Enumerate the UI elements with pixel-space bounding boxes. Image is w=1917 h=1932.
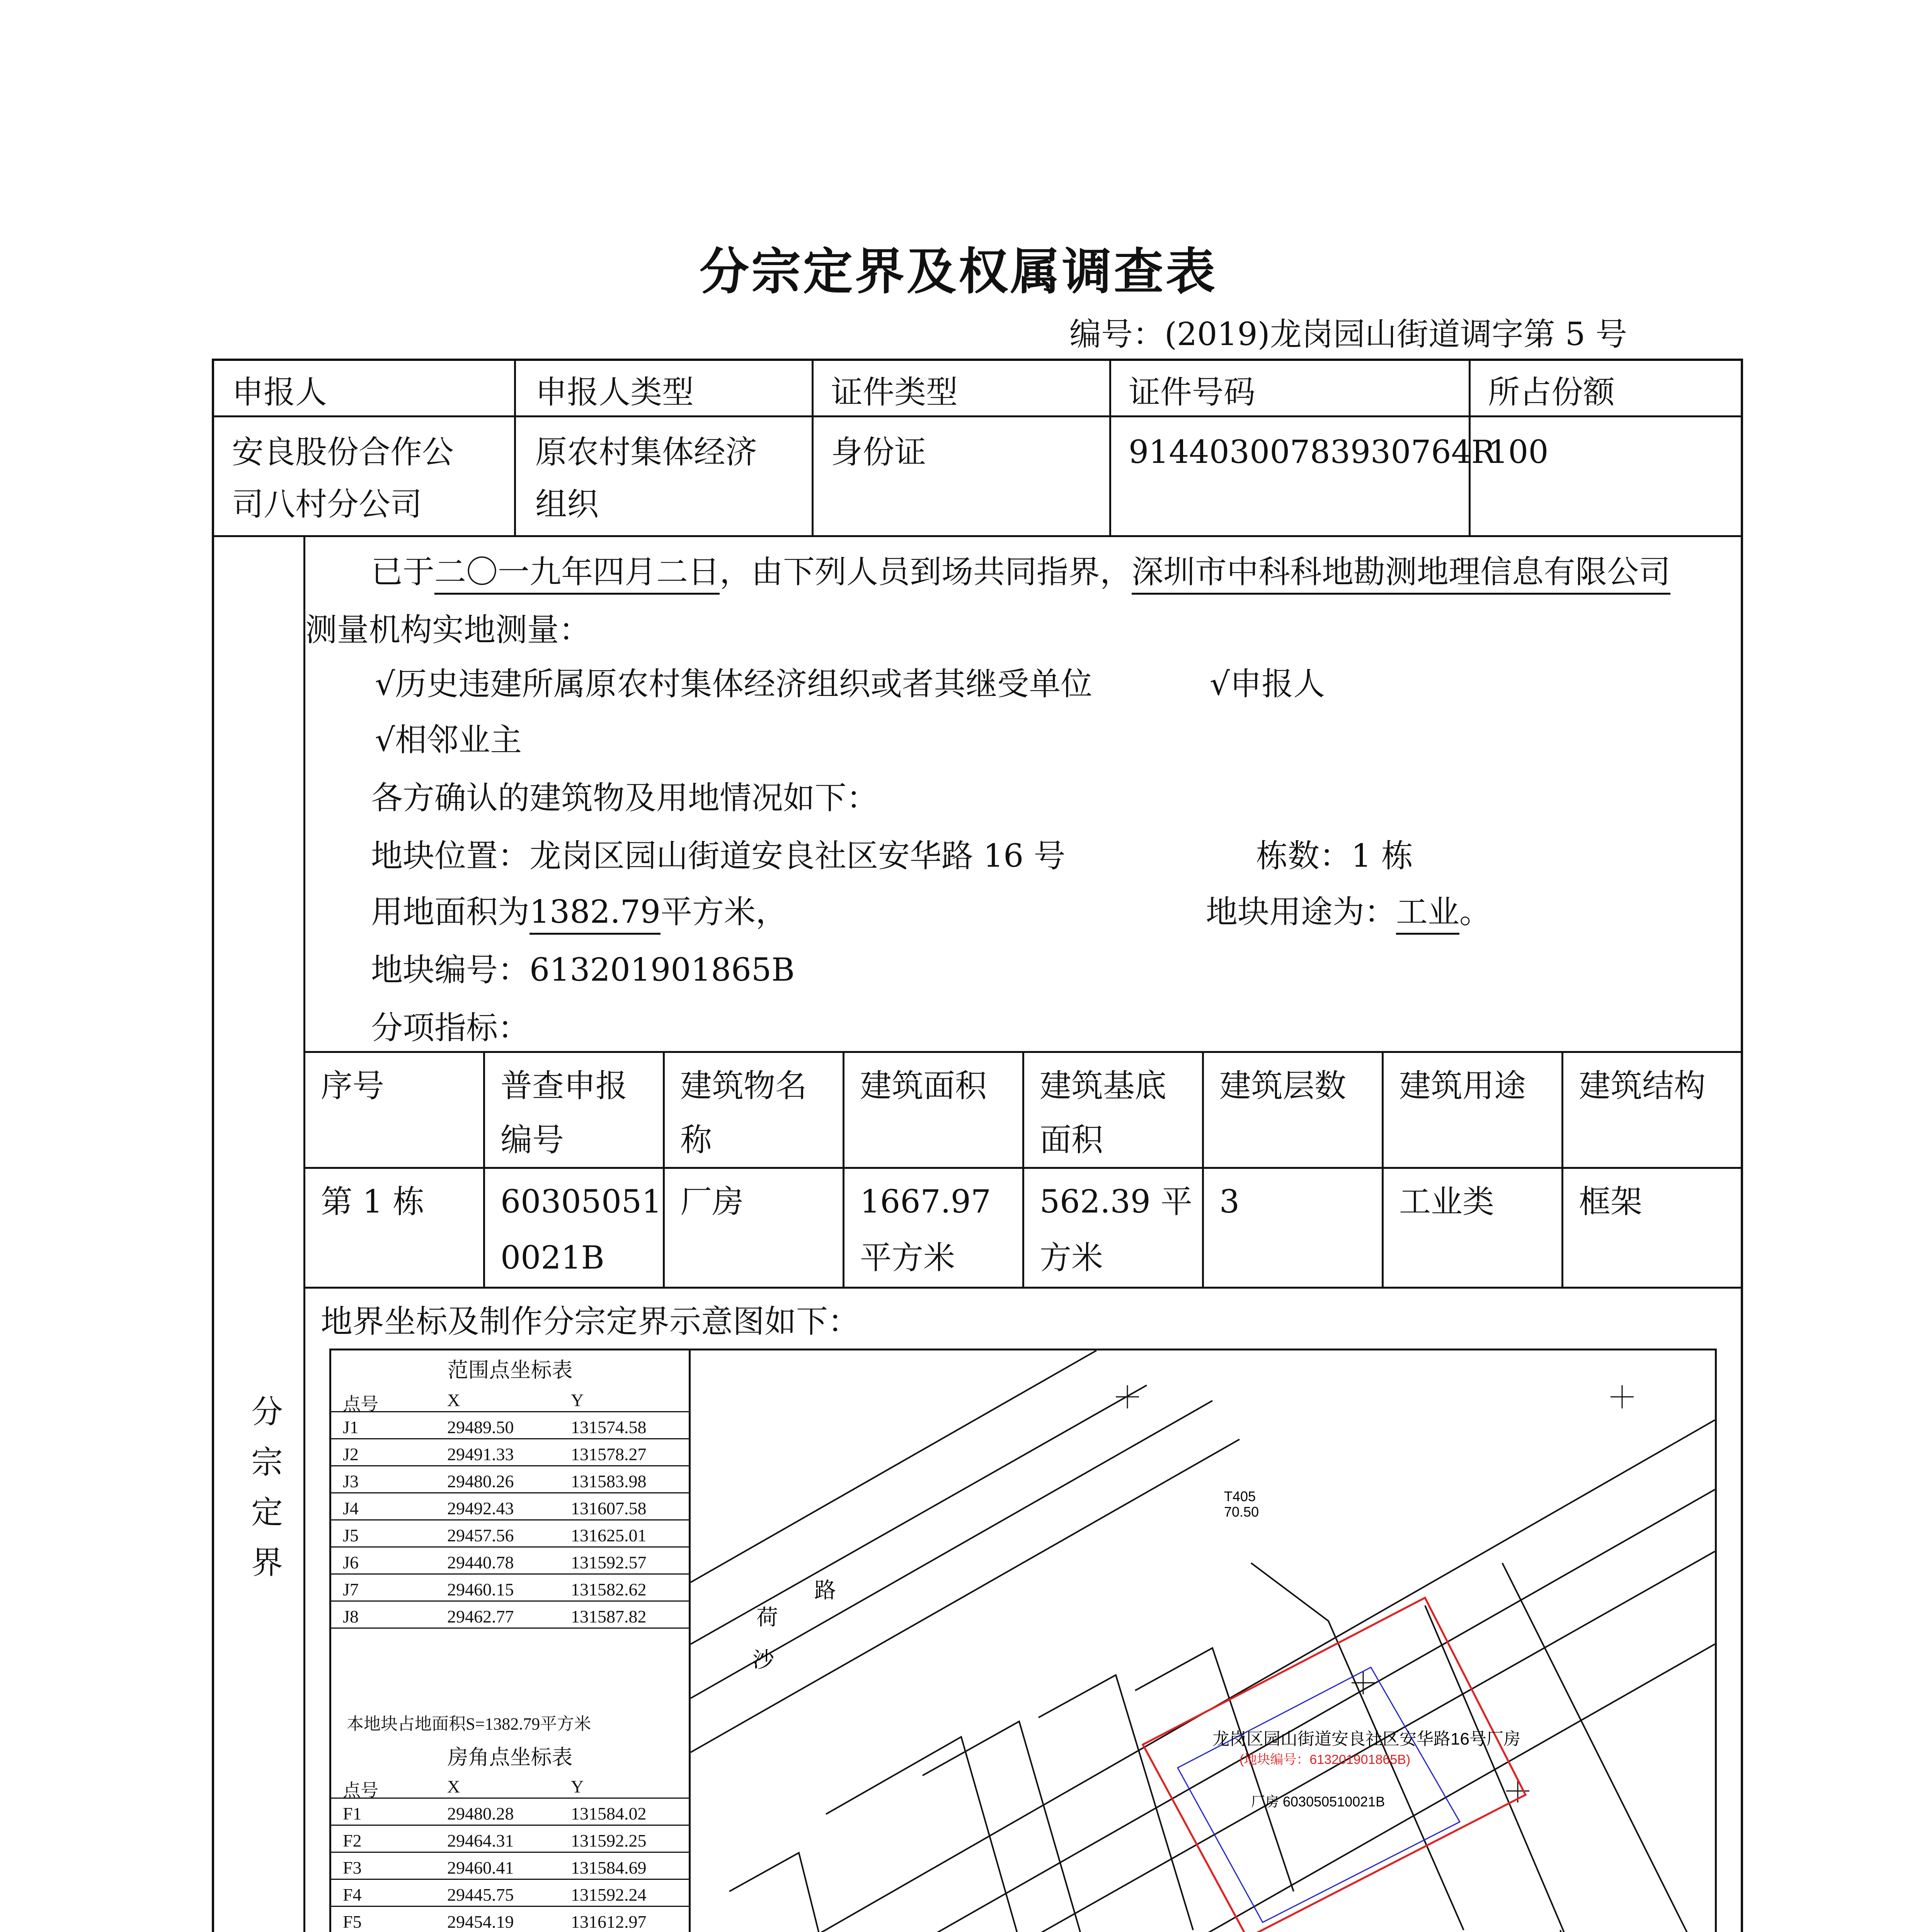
col-struct: 建筑结构: [1579, 1068, 1706, 1104]
cell-use: 工业类: [1399, 1184, 1495, 1220]
col-bldg-name-1: 建筑物名: [680, 1068, 807, 1104]
parcel-no-label: (地块编号：613201901865B): [1239, 1752, 1411, 1767]
boundary-map: [329, 1349, 1717, 1932]
share-value: 100: [1488, 434, 1549, 471]
confirm-line: 各方确认的建筑物及用地情况如下：: [371, 780, 878, 816]
corner-cell: 29460.41: [447, 1858, 514, 1878]
range-cell: 29492.43: [447, 1498, 514, 1518]
header-cert-type: 证件类型: [831, 374, 958, 411]
col-base-area-1: 建筑基底: [1040, 1068, 1167, 1104]
range-cell: 131574.58: [571, 1417, 647, 1437]
cert-type-value: 身份证: [831, 434, 926, 471]
range-cell: 131587.82: [571, 1607, 647, 1626]
col-base-area-2: 面积: [1040, 1122, 1103, 1158]
corner-col-1: X: [447, 1777, 460, 1796]
check-item-1: √历史违建所属原农村集体经济组织或者其继受单位: [375, 666, 1093, 702]
corner-table-title: 房角点坐标表: [447, 1745, 573, 1769]
elev-label-value: 70.50: [1224, 1504, 1259, 1520]
corner-cell: F1: [343, 1804, 362, 1823]
range-cell: 29480.26: [447, 1471, 514, 1491]
road-label-lu: 路: [814, 1578, 836, 1602]
range-cell: 131582.62: [571, 1580, 647, 1599]
col-use: 建筑用途: [1399, 1068, 1526, 1104]
range-row: [331, 1548, 689, 1575]
range-cell: 29440.78: [447, 1553, 514, 1572]
range-cell: 29462.77: [447, 1607, 514, 1626]
elev-label-code: T405: [1224, 1488, 1256, 1504]
col-survey-no-1: 普查申报: [501, 1068, 628, 1104]
use-line: 地块用途为：工业。: [1206, 896, 1491, 928]
corner-cell: 29454.19: [447, 1912, 514, 1932]
col-seq: 序号: [321, 1068, 385, 1104]
cell-survey-no-2: 0021B: [501, 1240, 604, 1276]
page-title: 分宗定界及权属调查表: [699, 243, 1217, 301]
applicant-name-1: 安良股份合作公: [232, 434, 454, 471]
corner-col-2: Y: [571, 1777, 584, 1796]
applicant-type-2: 组织: [535, 486, 599, 523]
range-cell: 131625.01: [571, 1526, 647, 1545]
range-cell: J4: [343, 1498, 359, 1518]
range-cell: 29457.56: [447, 1526, 514, 1545]
corner-cell: 131584.69: [571, 1858, 647, 1878]
range-row: [331, 1575, 689, 1602]
statement-line-1: 已于二〇一九年四月二日，由下列人员到场共同指界，深圳市中科科地勘测地理信息有限公司: [371, 556, 1670, 588]
location-line: 地块位置：龙岗区园山街道安良社区安华路 16 号: [371, 838, 1066, 874]
range-row: [331, 1439, 689, 1466]
range-cell: J3: [343, 1471, 359, 1491]
corner-cell: 131584.02: [571, 1804, 647, 1823]
map-caption: 地界坐标及制作分宗定界示意图如下：: [321, 1303, 860, 1340]
parcel-no-line: 地块编号：613201901865B: [371, 952, 795, 988]
cell-bldg-name: 厂房: [680, 1184, 744, 1220]
range-cell: J8: [343, 1607, 359, 1626]
side-label: 分 宗 定 界: [251, 1394, 283, 1581]
building-label: 厂房 603050510021B: [1251, 1794, 1385, 1810]
range-row: [331, 1602, 689, 1629]
corner-cell: 131612.97: [571, 1912, 647, 1932]
corner-row: [331, 1853, 689, 1880]
range-cell: J2: [343, 1444, 359, 1464]
corner-row: [331, 1826, 689, 1853]
area-note: 本地块占地面积S=1382.79平方米: [347, 1714, 591, 1733]
range-cell: J1: [343, 1417, 359, 1437]
corner-cell: 29464.31: [447, 1831, 514, 1850]
coordinate-panel: [331, 1350, 691, 1932]
corner-cell: 29445.75: [447, 1885, 514, 1905]
cell-base-area-2: 方米: [1040, 1240, 1103, 1276]
range-cell: 131592.57: [571, 1553, 647, 1572]
range-col-2: Y: [571, 1390, 584, 1410]
range-row: [331, 1466, 689, 1493]
building-count: 栋数：1 栋: [1256, 838, 1413, 874]
document-number: 编号：(2019)龙岗园山街道调字第 5 号: [1069, 316, 1627, 353]
road-label-sha: 沙: [752, 1648, 774, 1672]
range-col-1: X: [447, 1390, 460, 1410]
statement-line-2: 测量机构实地测量：: [305, 612, 591, 648]
check-item-2: √申报人: [1210, 666, 1325, 702]
range-cell: J7: [343, 1580, 359, 1599]
parcel-label: 龙岗区园山街道安良社区安华路16号厂房: [1212, 1730, 1520, 1748]
range-table-title: 范围点坐标表: [447, 1358, 573, 1382]
range-cell: 29489.50: [447, 1417, 514, 1437]
corner-header-row: [331, 1772, 689, 1799]
col-floors: 建筑层数: [1219, 1068, 1347, 1104]
corner-row: [331, 1880, 689, 1907]
range-row: [331, 1520, 689, 1548]
corner-row: [331, 1799, 689, 1826]
header-cert-no: 证件号码: [1129, 374, 1256, 411]
corner-cell: 131592.25: [571, 1831, 647, 1850]
col-bldg-name-2: 称: [680, 1122, 712, 1158]
range-cell: J5: [343, 1526, 359, 1545]
corner-row: [331, 1907, 689, 1932]
col-floor-area: 建筑面积: [860, 1068, 987, 1104]
header-share: 所占份额: [1488, 374, 1615, 411]
range-cell: 29491.33: [447, 1444, 514, 1464]
range-cell: 131578.27: [571, 1444, 647, 1464]
items-label: 分项指标：: [371, 1010, 530, 1046]
area-line: 用地面积为1382.79平方米，: [371, 896, 787, 928]
range-cell: 131607.58: [571, 1498, 647, 1518]
corner-cell: F2: [343, 1831, 362, 1850]
cell-struct: 框架: [1579, 1184, 1643, 1220]
corner-cell: F5: [343, 1912, 362, 1932]
applicant-name-2: 司八村分公司: [232, 486, 422, 523]
range-cell: 131583.98: [571, 1471, 647, 1491]
corner-col-0: 点号: [343, 1781, 378, 1800]
site-plan-drawing: [691, 1350, 1715, 1932]
corner-cell: F3: [343, 1858, 362, 1878]
range-header-row: [331, 1385, 689, 1412]
header-applicant: 申报人: [232, 374, 327, 411]
header-applicant-type: 申报人类型: [535, 374, 694, 411]
col-survey-no-2: 编号: [501, 1122, 564, 1158]
cell-floor-area-1: 1667.97: [860, 1184, 991, 1220]
corner-cell: 131592.24: [571, 1885, 647, 1905]
applicant-type-1: 原农村集体经济: [535, 434, 758, 471]
cert-no-value: 91440300783930764R: [1129, 434, 1495, 471]
check-item-3: √相邻业主: [375, 722, 522, 759]
cell-survey-no-1: 60305051: [501, 1184, 662, 1220]
range-cell: J6: [343, 1553, 359, 1572]
corner-cell: 29480.28: [447, 1804, 514, 1823]
cell-base-area-1: 562.39 平: [1040, 1184, 1192, 1220]
road-label-he: 荷: [756, 1605, 778, 1629]
range-row: [331, 1412, 689, 1439]
range-col-0: 点号: [343, 1394, 378, 1414]
range-cell: 29460.15: [447, 1580, 514, 1599]
corner-cell: F4: [343, 1885, 362, 1905]
cell-floor-area-2: 平方米: [860, 1240, 955, 1276]
cell-floors: 3: [1219, 1184, 1240, 1220]
range-row: [331, 1493, 689, 1520]
cell-seq: 第 1 栋: [321, 1184, 425, 1220]
